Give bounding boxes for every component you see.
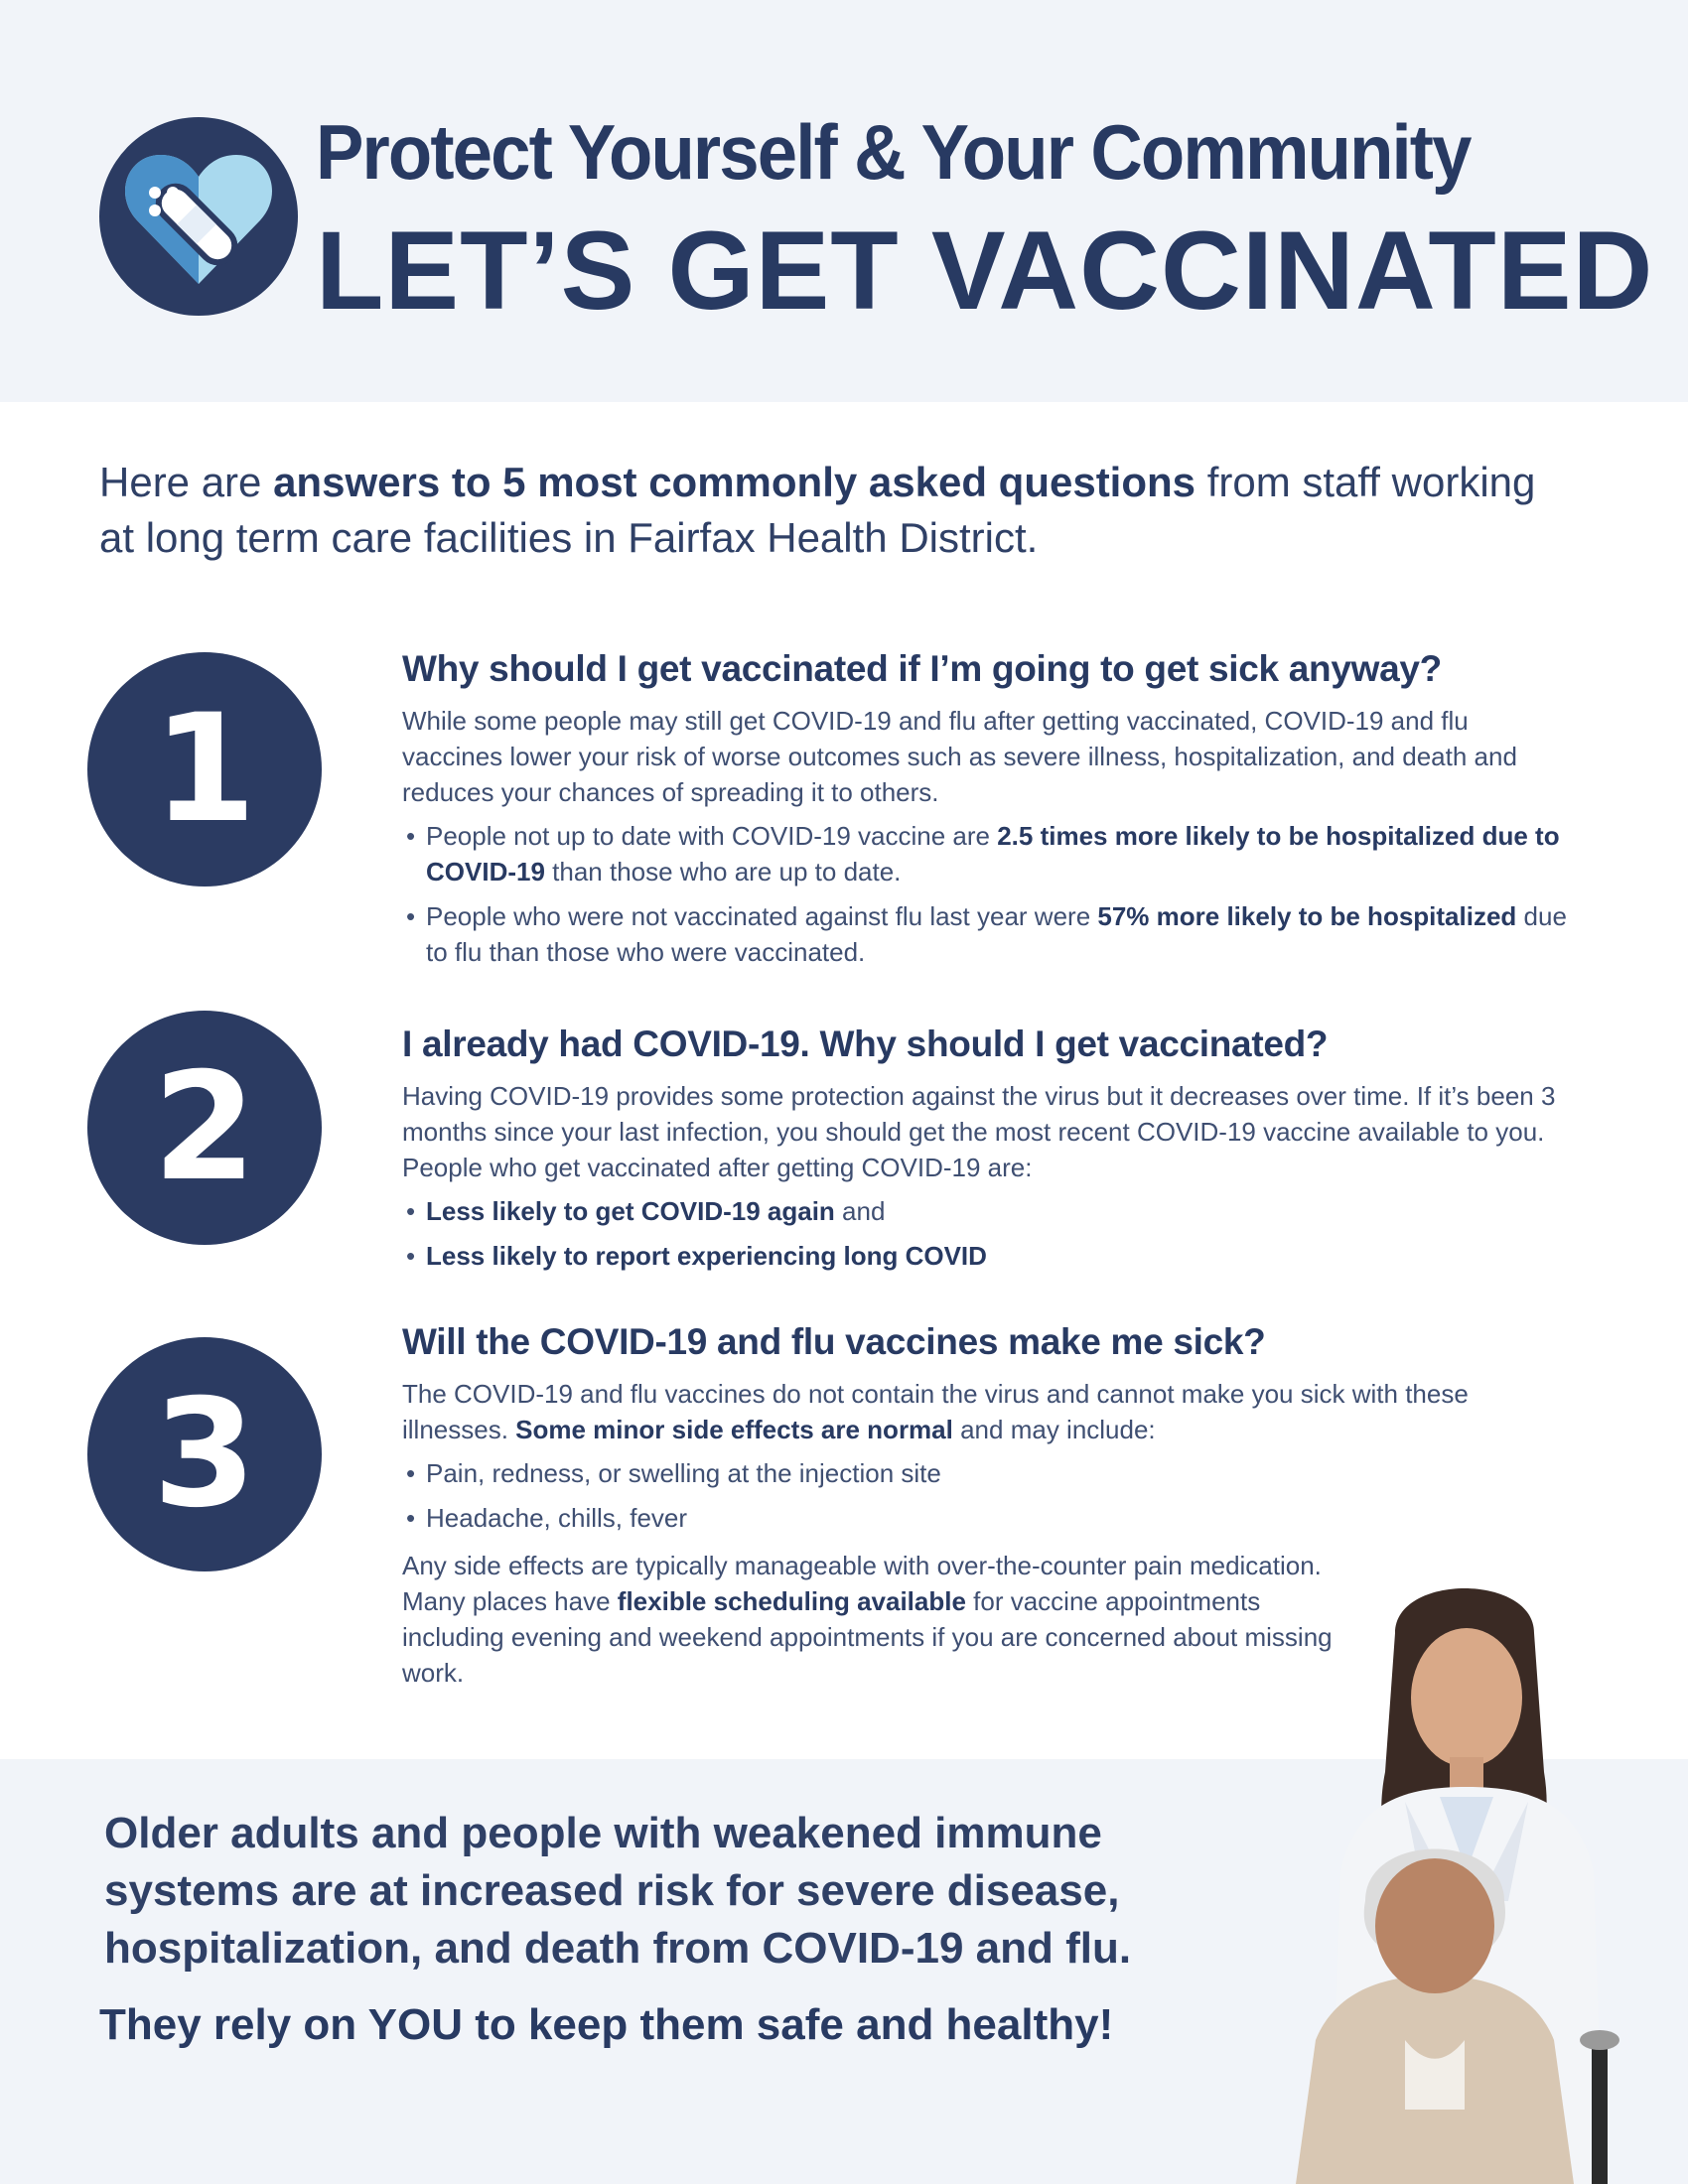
question-2-body: Having COVID-19 provides some protection against the virus but it decreases over time. If it’s been 3 months since your last infection, you should get the most recent COVID-19 vaccine available to you. People who get vaccinated after getting COVID-19 are: xyxy=(402,1081,1556,1182)
intro-bold: answers to 5 most commonly asked questions xyxy=(273,459,1196,505)
question-1-heading: Why should I get vaccinated if I’m going to get sick anyway? xyxy=(402,648,1442,689)
bullet-highlight: Less likely to get COVID-19 again xyxy=(426,1196,835,1226)
list-item xyxy=(402,1238,1574,1274)
question-number-3: 3 xyxy=(87,1337,322,1571)
bullet-highlight: Less likely to report experiencing long COVID xyxy=(426,1241,987,1271)
vaccine-heart-logo xyxy=(99,117,298,316)
footer-statement: Older adults and people with weakened immune systems are at increased risk for severe disease, hospitalization, and death from COVID-19 and flu. xyxy=(104,1809,1132,1973)
question-number-1: 1 xyxy=(87,652,322,887)
bullet-text: than those who are up to date. xyxy=(544,857,902,887)
body-text: and may include: xyxy=(952,1415,1156,1444)
question-number-2: 2 xyxy=(87,1011,322,1245)
footer-call-to-action: They rely on YOU to keep them safe and healthy! xyxy=(99,2000,1114,2049)
question-3-heading: Will the COVID-19 and flu vaccines make me sick? xyxy=(402,1321,1266,1362)
body-text: for vaccine appointments including evening and weekend appointments if you are concerned about missing work. xyxy=(402,1586,1333,1688)
question-2-heading: I already had COVID-19. Why should I get vaccinated? xyxy=(402,1024,1329,1064)
caregiver-and-senior-photo xyxy=(1246,1573,1688,2184)
question-1-body: While some people may still get COVID-19 and flu after getting vaccinated, COVID-19 and flu vaccines lower your risk of worse outcomes such as severe illness, hospitalization, and death and reduces your chances of spreading it to others. xyxy=(402,706,1517,807)
intro-post: from staff working at long term care facilities in Fairfax Health District. xyxy=(99,459,1536,561)
list-item xyxy=(402,898,1574,970)
question-2 xyxy=(402,1019,1574,1283)
list-item: • Headache, chills, fever xyxy=(402,1500,1574,1536)
bullet-text: People who were not vaccinated against flu last year were xyxy=(426,901,1098,931)
question-3-body xyxy=(402,1376,1574,1447)
title-subheading: Protect Yourself & Your Community xyxy=(316,108,1471,196)
body-text: Any side effects are typically manageable with over-the-counter pain medication. Many places have xyxy=(402,1551,1322,1616)
question-1-bullets xyxy=(402,818,1574,970)
bullet-text: due to flu than those who were vaccinated. xyxy=(426,901,1567,967)
bullet-text: and xyxy=(834,1196,886,1226)
bullet-highlight: 2.5 times more likely to be hospitalized due to COVID-19 xyxy=(426,821,1560,887)
body-highlight: flexible scheduling available xyxy=(617,1586,966,1616)
body-highlight: Some minor side effects are normal xyxy=(515,1415,953,1444)
bullet-highlight: 57% more likely to be hospitalized xyxy=(1097,901,1517,931)
body-text: The COVID-19 and flu vaccines do not contain the virus and cannot make you sick with these illnesses. xyxy=(402,1379,1469,1444)
list-item xyxy=(402,818,1574,889)
question-2-bullets xyxy=(402,1193,1574,1274)
intro-paragraph xyxy=(99,455,1569,566)
list-item: • Pain, redness, or swelling at the injection site xyxy=(402,1455,1574,1491)
list-item xyxy=(402,1193,1574,1229)
bullet-text: People not up to date with COVID-19 vaccine are xyxy=(426,821,998,851)
title-main: LET’S GET VACCINATED xyxy=(316,208,1654,333)
question-3-bullets xyxy=(402,1455,1574,1536)
question-1 xyxy=(402,643,1574,979)
question-3-followup xyxy=(402,1548,1355,1691)
intro-pre: Here are xyxy=(99,459,274,505)
